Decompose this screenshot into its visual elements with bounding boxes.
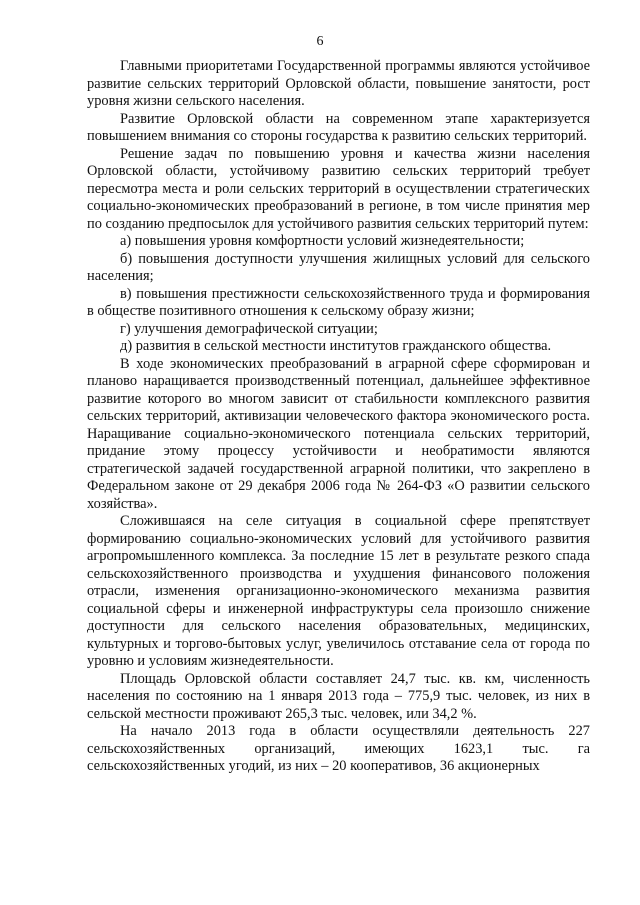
paragraph-development: Развитие Орловской области на современном этапе характеризуется повышением внимания со стороны государства к развитию сельских территорий. [87, 110, 590, 144]
paragraph-tasks: Решение задач по повышению уровня и качества жизни населения Орловской области, устойчивому развитию сельских территорий требует пересмотра места и роли сельских территорий в осуществлении стратегических социально-экономических преобразований в регионе, в том числе принятия мер по созданию предпосылок для устойчивого развития сельских территорий путем: [87, 145, 590, 232]
list-item-v: в) повышения престижности сельскохозяйственного труда и формирования в обществе позитивного отношения к сельскому образу жизни; [87, 285, 590, 319]
paragraph-social-situation: Сложившаяся на селе ситуация в социальной сфере препятствует формированию социально-экономических условий для устойчивого развития агропромышленного комплекса. За последние 15 лет в результате резкого спада сельскохозяйственного производства и ухудшения финансового положения отрасли, изменения организационно-экономического механизма развития социальной сферы и инженерной инфраструктуры села произошло снижение доступности для сельского населения образовательных, медицинских, культурных и торгово-бытовых услуг, увеличилось отставание села от города по уровню и условиям жизнедеятельности. [87, 513, 590, 669]
paragraph-area-population: Площадь Орловской области составляет 24,7 тыс. кв. км, численность населения по состоянию на 1 января 2013 года – 775,9 тыс. человек, из них в сельской местности проживают 265,3 тыс. человек, или 34,2 %. [87, 670, 590, 722]
list-item-a: а) повышения уровня комфортности условий жизнедеятельности; [120, 233, 525, 249]
list-item-b: б) повышения доступности улучшения жилищных условий для сельского населения; [87, 250, 590, 284]
page-number: 6 [316, 34, 324, 49]
paragraph-organizations: На начало 2013 года в области осуществляли деятельность 227 сельскохозяйственных организаций, имеющих 1623,1 тыс. га сельскохозяйственных угодий, из них – 20 кооперативов, 36 акционерных [87, 723, 590, 774]
document-body [87, 58, 590, 776]
list-item-d: д) развития в сельской местности институтов гражданского общества. [120, 338, 552, 354]
paragraph-economic-reforms: В ходе экономических преобразований в аграрной сфере сформирован и планово наращивается производственный потенциал, дальнейшее эффективное развитие которого во многом зависит от стабильности комплексного развития сельских территорий, активизации человеческого фактора экономического роста. Наращивание социально-экономического потенциала сельских территорий, придание этому процессу устойчивости и необратимости являются стратегической задачей государственной аграрной политики, что закреплено в Федеральном законе от 29 декабря 2006 года № 264-ФЗ «О развитии сельского хозяйства». [87, 355, 590, 512]
list-item-g: г) улучшения демографической ситуации; [120, 320, 378, 337]
paragraph-priorities: Главными приоритетами Государственной программы являются устойчивое развитие сельских территорий Орловской области, повышение занятости, рост уровня жизни сельского населения. [87, 58, 590, 109]
